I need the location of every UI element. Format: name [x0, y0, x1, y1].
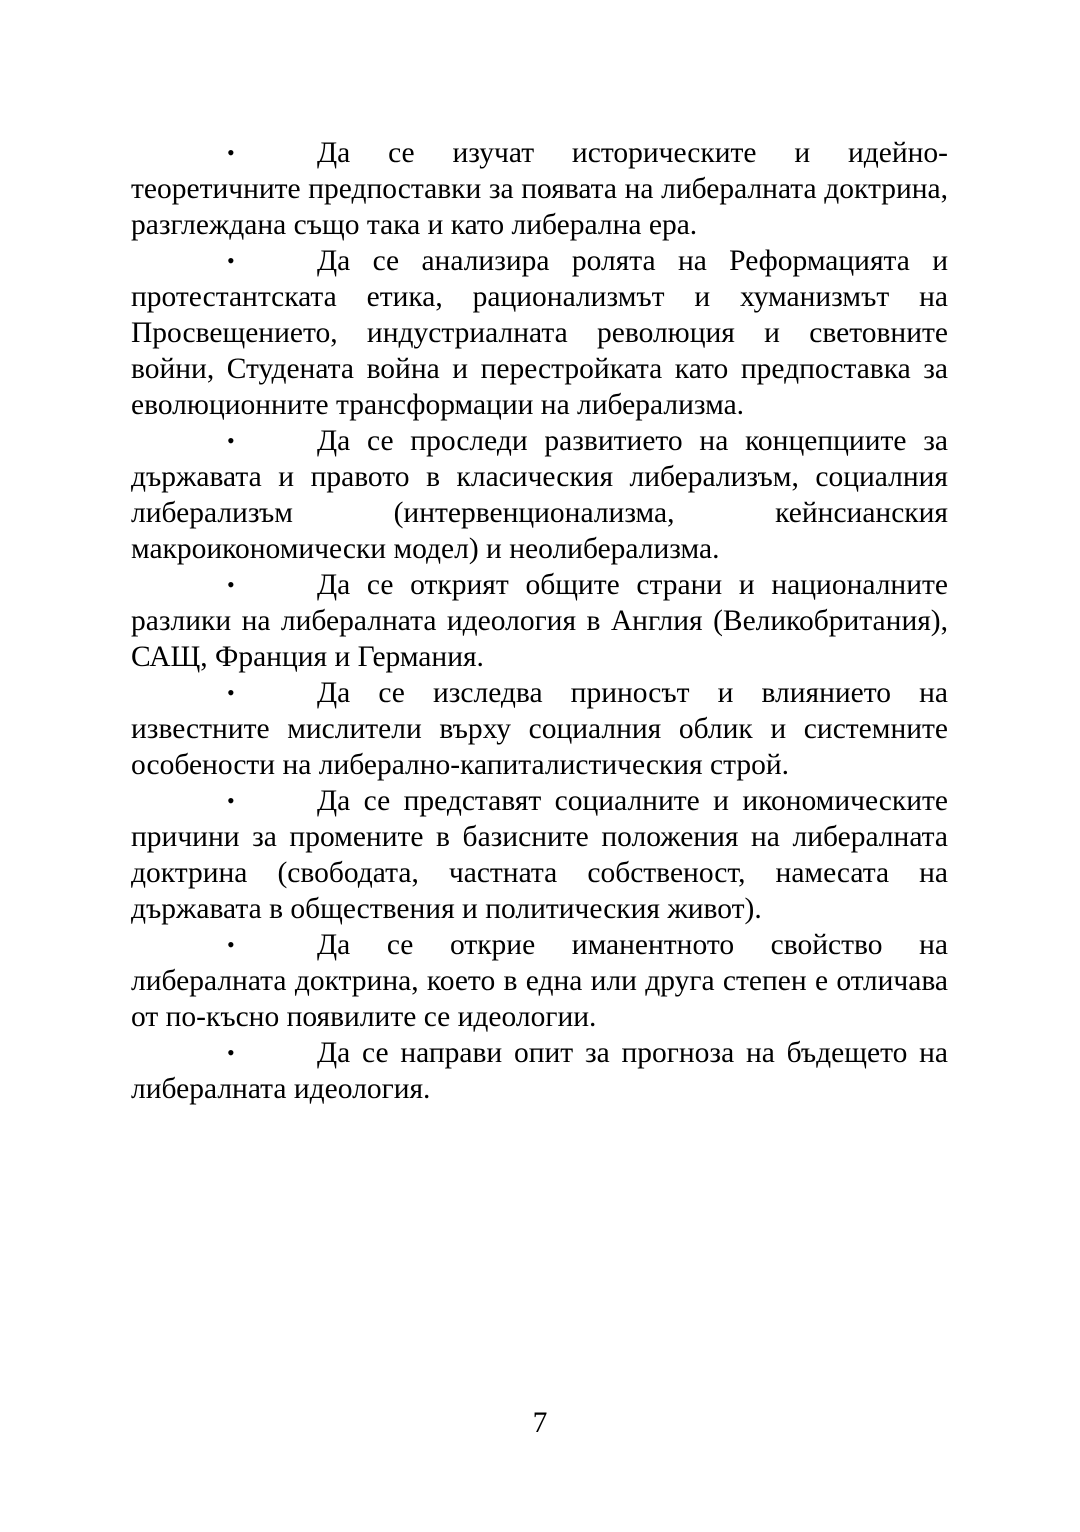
bullet-icon: • — [227, 788, 235, 813]
list-item — [131, 423, 948, 567]
bullet-icon: • — [227, 140, 235, 165]
list-item — [131, 567, 948, 675]
page-number: 7 — [532, 1407, 548, 1439]
list-item-text: Да се открият общите страни и националните разлики на либералната идеология в Англия (Великобритания), САЩ, Франция и Германия. — [131, 569, 948, 673]
bullet-icon: • — [227, 680, 235, 705]
bullet-icon: • — [227, 932, 235, 957]
list-item — [131, 675, 948, 783]
list-item — [131, 135, 948, 243]
bullet-icon: • — [227, 428, 235, 453]
list-item-text: Да се изследва приносът и влиянието на известните мислители върху социалния облик и системните особености на либерално-капиталистическия строй. — [131, 677, 948, 781]
bullet-list — [131, 135, 948, 1107]
list-item — [131, 243, 948, 423]
bullet-icon: • — [227, 248, 235, 273]
list-item-text: Да се направи опит за прогноза на бъдещето на либералната идеология. — [131, 1037, 948, 1105]
bullet-icon: • — [227, 572, 235, 597]
list-item — [131, 927, 948, 1035]
list-item — [131, 783, 948, 927]
list-item-text: Да се анализира ролята на Реформацията и протестантската етика, рационализмът и хуманизмът на Просвещението, индустриалната революция и световните войни, Студената война и перестройката като предпоставка за еволюционните трансформации на либерализма. — [131, 245, 948, 421]
list-item-text: Да се открие иманентното свойство на либералната доктрина, което в една или друга степен е отличава от по-късно появилите се идеологии. — [131, 929, 948, 1033]
list-item-text: Да се проследи развитието на концепциите за държавата и правото в класическия либерализъм, социалния либерализъм (интервенционализма, кейнсианския макроикономически модел) и неолиберализма. — [131, 425, 948, 565]
list-item-text: Да се представят социалните и икономическите причини за промените в базисните положения на либералната доктрина (свободата, частната собственост, намесата на държавата в обществения и политическия живот). — [131, 785, 948, 925]
bullet-icon: • — [227, 1040, 235, 1065]
list-item — [131, 1035, 948, 1107]
list-item-text: Да се изучат историческите и идейно-теоретичните предпоставки за появата на либералната доктрина, разглеждана също така и като либерална ера. — [131, 137, 948, 241]
